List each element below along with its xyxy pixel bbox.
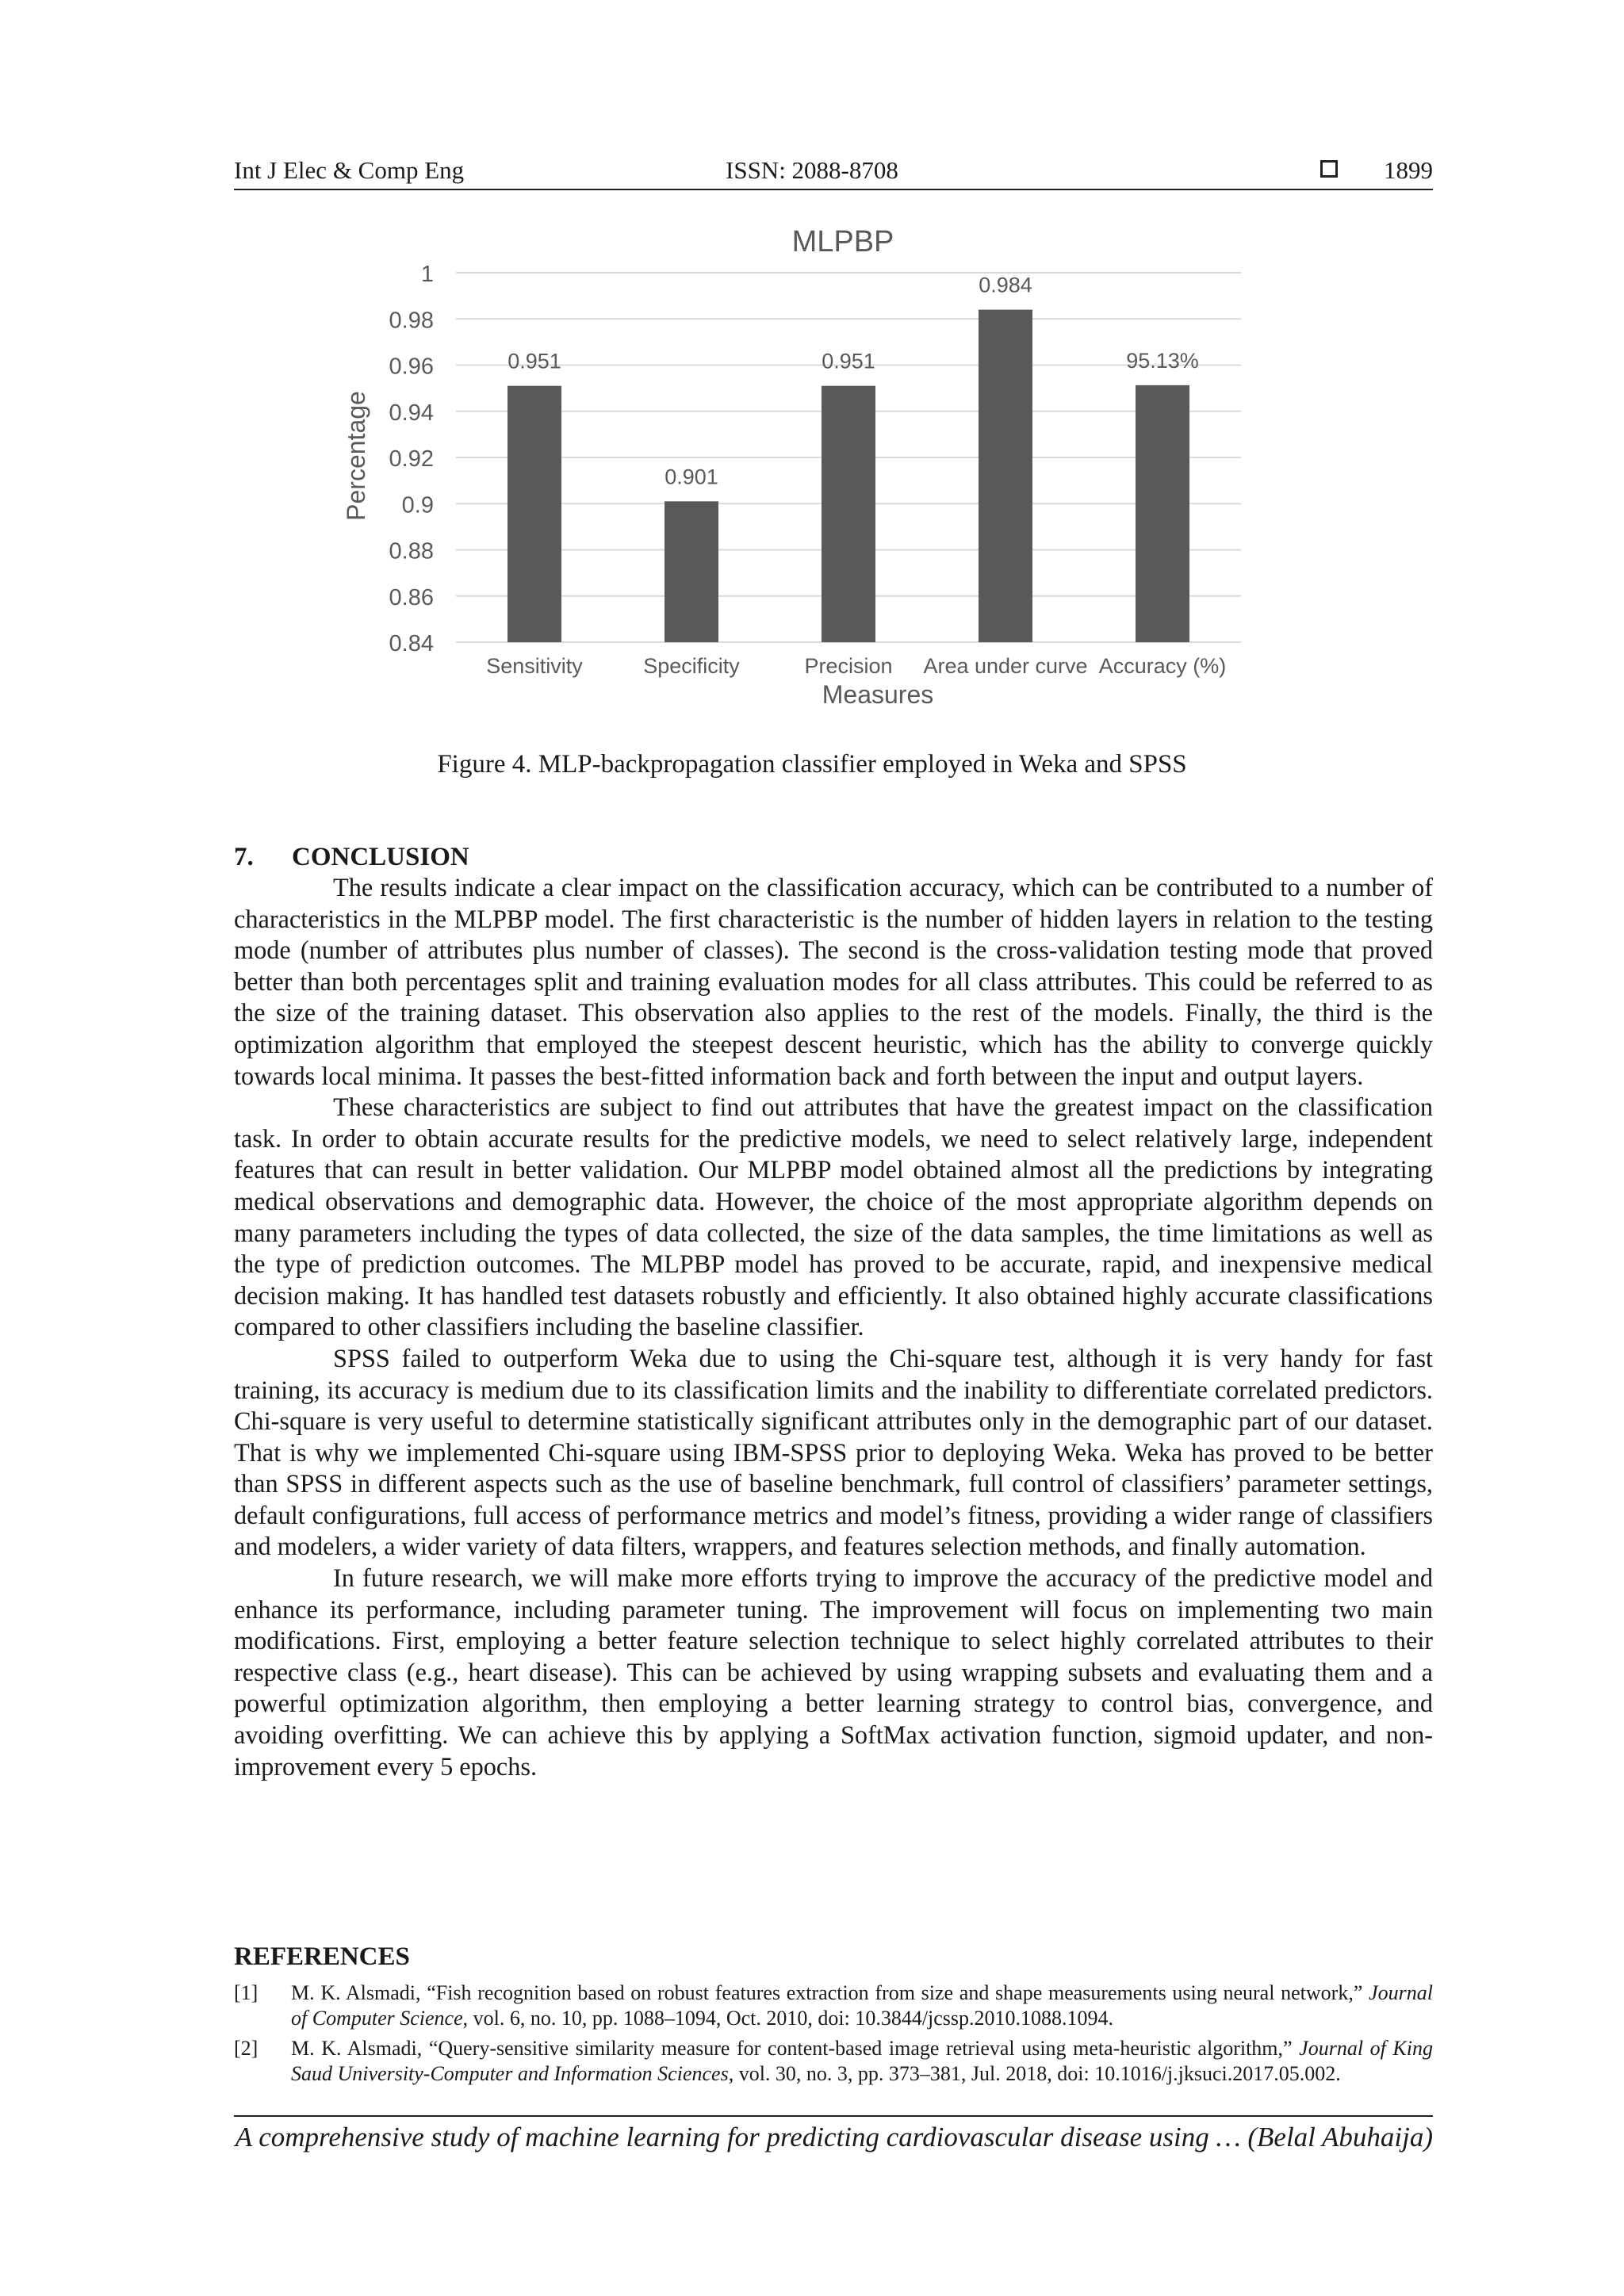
references-heading: REFERENCES (234, 1942, 410, 1971)
y-tick-label: 0.84 (389, 631, 434, 656)
section-heading (234, 843, 469, 872)
y-tick-label: 0.92 (389, 446, 434, 472)
issn: ISSN: 2088-8708 (726, 156, 898, 184)
reference-item (234, 1980, 1433, 2031)
y-tick-label: 0.94 (389, 400, 434, 426)
paragraph: In future research, we will make more efforts trying to improve the accuracy of the predictive model and enhance its performance, including parameter tuning. The improvement will focus on implementing two main modifications. First, employing a better feature selection technique to select highly correlated attributes to their respective class (e.g., heart disease). This can be achieved by using wrapping subsets and evaluating them and a powerful optimization algorithm, then employing a better learning strategy to control bias, convergence, and avoiding overfitting. We can achieve this by applying a SoftMax activation function, sigmoid updater, and non-improvement every 5 epochs. (234, 1563, 1433, 1781)
bar (508, 386, 561, 642)
y-tick-label: 0.98 (389, 308, 434, 334)
conclusion-body (234, 872, 1433, 1782)
bar (665, 501, 718, 642)
reference-details: , vol. 6, no. 10, pp. 1088–1094, Oct. 2010, doi: 10.3844/jcssp.2010.1088.1094. (462, 2007, 1114, 2030)
x-tick-label: Precision (804, 654, 893, 678)
y-tick-label: 0.86 (389, 584, 434, 610)
x-tick-label: Specificity (643, 654, 740, 678)
page-number: 1899 (1384, 156, 1433, 184)
bar (1136, 385, 1189, 642)
bar (979, 310, 1032, 642)
chart-title: MLPBP (791, 225, 894, 258)
data-label: 0.951 (822, 349, 875, 373)
data-label: 0.901 (665, 465, 718, 489)
reference-details: , vol. 30, no. 3, pp. 373–381, Jul. 2018, doi: 10.1016/j.jksuci.2017.05.002. (728, 2062, 1341, 2085)
bar (822, 386, 875, 642)
paragraph: These characteristics are subject to find out attributes that have the greatest impact on the classification task. In order to obtain accurate results for the predictive models, we need to select relatively large, independent features that can result in better validation. Our MLPBP model obtained almost all the predictions by integrating medical observations and demographic data. However, the choice of the most appropriate algorithm depends on many parameters including the types of data collected, the size of the data samples, the time limitations as well as the type of prediction outcomes. The MLPBP model has proved to be accurate, rapid, and inexpensive medical decision making. It has handled test datasets robustly and efficiently. It also obtained highly accurate classifications compared to other classifiers including the baseline classifier. (234, 1093, 1433, 1341)
reference-authors-title: M. K. Alsmadi, “Query-sensitive similarity measure for content-based image retrieval using meta-heuristic algorithm,” (291, 2037, 1300, 2060)
reference-item (234, 2036, 1433, 2087)
figure-caption: Figure 4. MLP-backpropagation classifier employed in Weka and SPSS (437, 750, 1187, 779)
x-axis-label: Measures (822, 680, 934, 709)
reference-index: [1] (234, 1981, 259, 2004)
data-label: 95.13% (1126, 348, 1199, 373)
page-header (234, 152, 1433, 190)
y-tick-label: 0.9 (401, 492, 434, 519)
reference-authors-title: M. K. Alsmadi, “Fish recognition based on robust features extraction from size and shape measurements using neural network,” (291, 1981, 1369, 2004)
y-axis-label: Percentage (342, 391, 370, 521)
x-tick-label: Area under curve (923, 654, 1088, 678)
data-label: 0.951 (508, 349, 561, 373)
paragraph: The results indicate a clear impact on the classification accuracy, which can be contributed to a number of characteristics in the MLPBP model. The first characteristic is the number of hidden layers in relation to the testing mode (number of attributes plus number of classes). The second is the cross-validation testing mode that proved better than both percentages split and training evaluation modes for all class attributes. This could be referred to as the size of the training dataset. This observation also applies to the rest of the models. Finally, the third is the optimization algorithm that employed the steepest descent heuristic, which has the ability to converge quickly towards local minima. It passes the best-fitted information back and forth between the input and output layers. (234, 873, 1433, 1090)
y-tick-label: 0.96 (389, 354, 434, 380)
x-tick-label: Sensitivity (486, 654, 583, 678)
paragraph: SPSS failed to outperform Weka due to using the Chi-square test, although it is very handy for fast training, its accuracy is medium due to its classification limits and the inability to differentiate correlated predictors. Chi-square is very useful to determine statistically significant attributes only in the demographic part of our dataset. That is why we implemented Chi-square using IBM-SPSS prior to deploying Weka. Weka has proved to be better than SPSS in different aspects such as the use of baseline benchmark, full control of classifiers’ parameter settings, default configurations, full access of performance metrics and model’s fitness, providing a wider range of classifiers and modelers, a wider variety of data filters, wrappers, and features selection methods, and finally automation. (234, 1343, 1433, 1561)
data-label: 0.984 (979, 273, 1032, 297)
y-tick-label: 0.88 (389, 538, 434, 564)
section-title: CONCLUSION (292, 843, 469, 871)
checkbox-square-icon (1320, 160, 1338, 178)
x-tick-label: Accuracy (%) (1098, 654, 1227, 678)
page-footer: A comprehensive study of machine learning for predicting cardiovascular disease using … (Belal Abuhaija) (234, 2115, 1433, 2153)
reference-index: [2] (234, 2037, 259, 2060)
references-list (234, 1980, 1433, 2091)
reference-venue: Journal of Computer Science (291, 1981, 1433, 2030)
y-tick-label: 1 (420, 262, 434, 287)
section-number: 7. (234, 843, 254, 871)
journal-name: Int J Elec & Comp Eng (234, 156, 465, 184)
mlpbp-bar-chart (342, 218, 1320, 725)
reference-venue: Journal of King Saud University-Computer and Information Sciences (291, 2037, 1434, 2085)
